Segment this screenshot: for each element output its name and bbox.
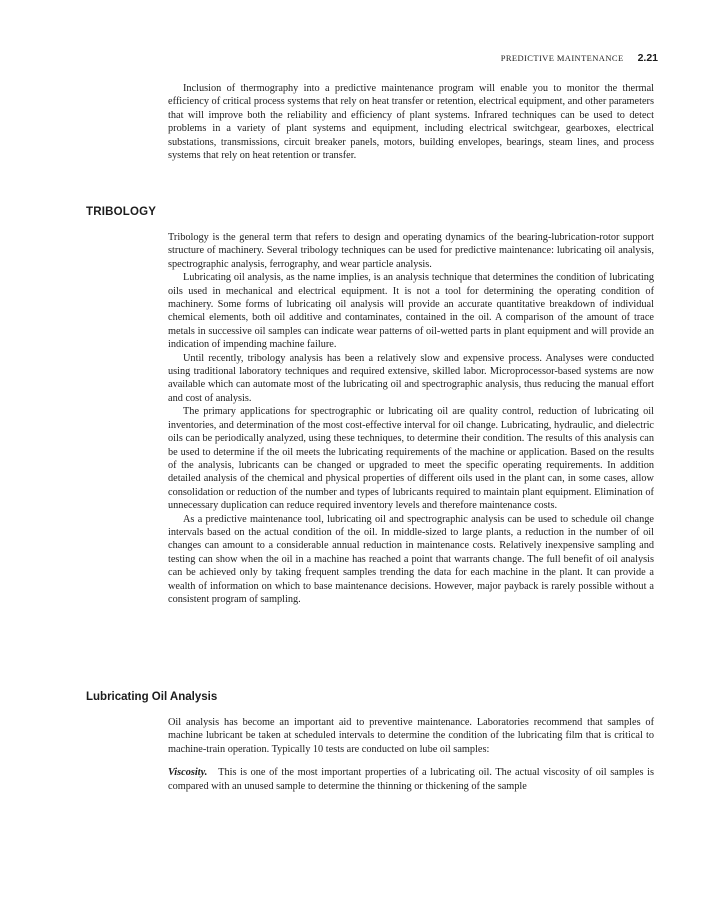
running-header: [501, 52, 658, 64]
viscosity-text: This is one of the most important properties of a lubricating oil. The actual viscosity of oil samples is compared with an unused sample to determine the thinning or thickening of the sample: [168, 767, 654, 792]
running-title: PREDICTIVE MAINTENANCE: [500, 53, 624, 63]
viscosity-term: Viscosity.: [168, 767, 208, 779]
page-number: 2.21: [637, 52, 658, 64]
tribology-paragraph-4: The primary applications for spectrographic or lubricating oil are quality control, reduction of lubricating oil inventories, and determination of the most cost-effective interval for oil change. Lubricating, hydraulic, and dielectric oils can be periodically analyzed, using these techniques, to determine their condition. The results of this analysis can be used to determine if the oil meets the lubricating requirements of the machine or application. Based on the results of the analysis, lubricants can be changed or upgraded to meet the specific operating requirements. In addition detailed analysis of the chemical and physical properties of different oils used in the plant can, in some cases, allow consolidation or reduction of the number and types of lubricants required to maintain plant equipment. Elimination of unnecessary duplication can reduce required inventory levels and therefore maintenance costs.: [168, 406, 654, 512]
viscosity-paragraph: [168, 766, 654, 793]
tribology-paragraph-3: Until recently, tribology analysis has been a relatively slow and expensive process. Analyses were conducted using traditional laboratory techniques and required extensive, skilled labor. Microprocessor-based systems are now available which can automate most of the lubricating oil and spectrographic analysis, thus reducing the manual effort and cost of analysis.: [168, 352, 654, 404]
intro-section: [168, 82, 654, 162]
lube-analysis-section: [168, 716, 654, 793]
tribology-paragraph-1: Tribology is the general term that refers to design and operating dynamics of the bearing-lubrication-rotor support structure of machinery. Several tribology techniques can be used for predictive maintenance: lubricating oil analysis, spectrographic analysis, ferrography, and wear particle analysis.: [168, 232, 654, 270]
lube-analysis-paragraph: Oil analysis has become an important aid to preventive maintenance. Laboratories recommend that samples of machine lubricant be taken at scheduled intervals to determine the condition of the lubricating film that is critical to machine-train operation. Typically 10 tests are conducted on lube oil samples:: [168, 717, 654, 755]
tribology-heading: TRIBOLOGY: [86, 206, 157, 218]
lube-analysis-heading: Lubricating Oil Analysis: [86, 691, 218, 703]
tribology-paragraph-2: Lubricating oil analysis, as the name implies, is an analysis technique that determines the condition of lubricating oils used in mechanical and electrical equipment. It is not a tool for determining the operating condition of machinery. Some forms of lubricating oil analysis will provide an accurate quantitative breakdown of individual chemical elements, both oil additive and contaminates, contained in the oil. A comparison of the amount of trace metals in successive oil samples can indicate wear patterns of oil-wetted parts in plant equipment and will provide an indication of impending machine failure.: [168, 272, 654, 351]
intro-paragraph: Inclusion of thermography into a predictive maintenance program will enable you to monitor the thermal efficiency of critical process systems that rely on heat transfer or retention, electrical equipment, and other parameters that will improve both the reliability and efficiency of plant systems. Infrared techniques can be used to detect problems in a variety of plant systems and equipment, including electrical switchgear, gearboxes, electrical substations, transmissions, circuit breaker panels, motors, building envelopes, bearings, steam lines, and process systems that rely on heat retention or transfer.: [168, 83, 654, 162]
tribology-paragraph-5: As a predictive maintenance tool, lubricating oil and spectrographic analysis can be used to schedule oil change intervals based on the actual condition of the oil. In middle-sized to large plants, a reduction in the number of oil changes can amount to a considerable annual reduction in maintenance costs. Relatively inexpensive sampling and testing can show when the oil in a machine has reached a point that warrants change. The full benefit of oil analysis can be achieved only by taking frequent samples trending the data for each machine in the plant. It can provide a wealth of information on which to base maintenance decisions. However, major payback is rarely possible without a consistent program of sampling.: [168, 513, 654, 605]
tribology-section: [168, 231, 654, 606]
